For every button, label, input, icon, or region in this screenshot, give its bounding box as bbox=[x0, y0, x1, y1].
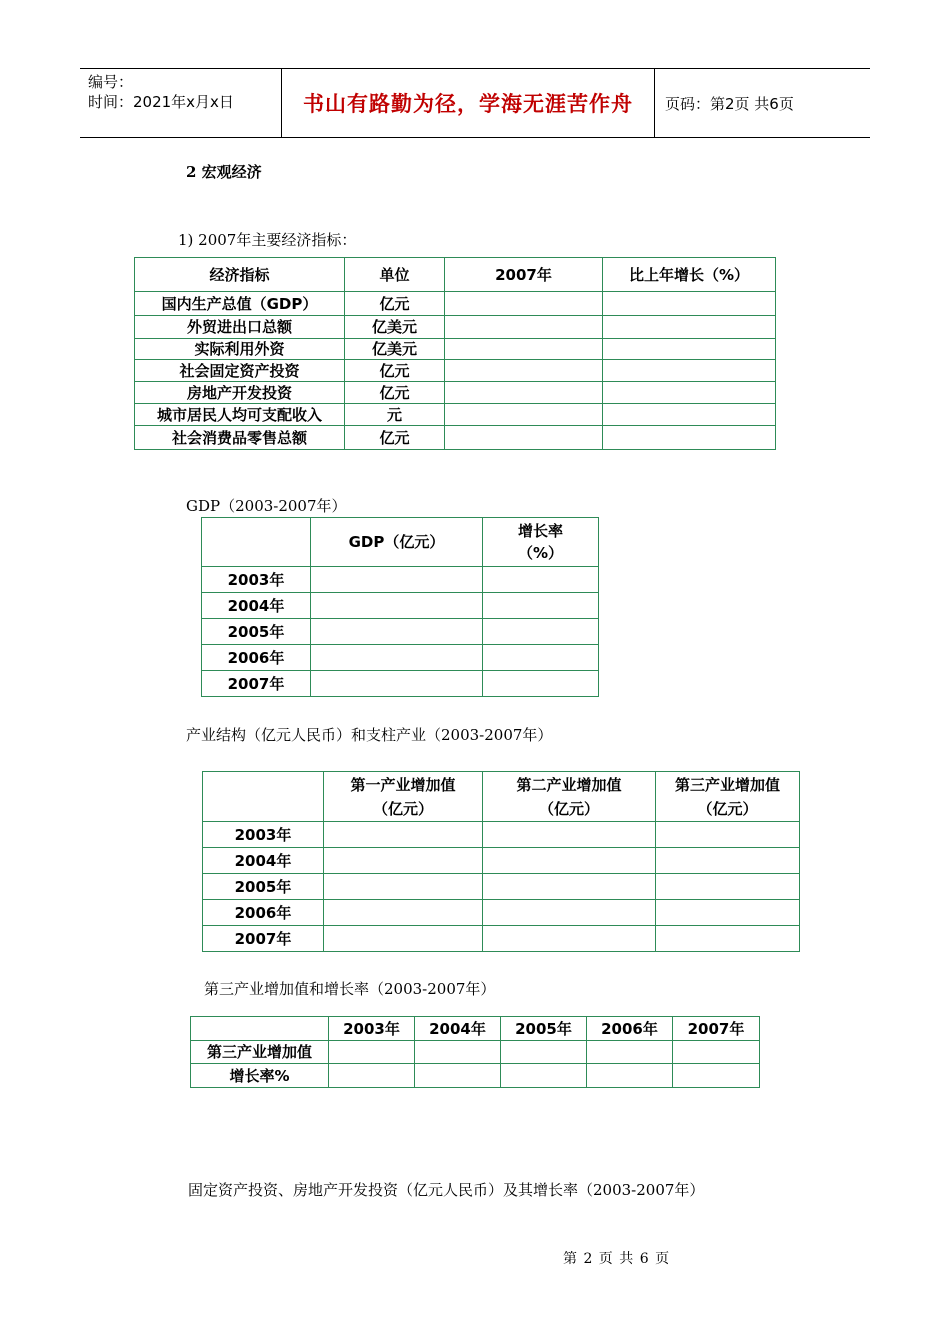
indicator-unit: 元 bbox=[345, 404, 445, 426]
secondary-cell[interactable] bbox=[483, 874, 656, 900]
year-header: 2004年 bbox=[415, 1017, 501, 1041]
table-row bbox=[135, 404, 776, 426]
indicator-unit: 亿元 bbox=[345, 360, 445, 382]
year-cell: 2005年 bbox=[202, 619, 311, 645]
table-header-row bbox=[203, 772, 800, 822]
indicator-name: 社会消费品零售总额 bbox=[135, 426, 345, 450]
value-cell[interactable] bbox=[673, 1041, 760, 1064]
header-cell: 比上年增长（%） bbox=[603, 258, 776, 292]
number-label: 编号： bbox=[88, 73, 134, 91]
gdp-cell[interactable] bbox=[311, 671, 483, 697]
year-cell: 2003年 bbox=[203, 822, 324, 848]
table-row bbox=[135, 292, 776, 316]
year-cell: 2006年 bbox=[202, 645, 311, 671]
year-cell: 2007年 bbox=[202, 671, 311, 697]
value-cell[interactable] bbox=[445, 426, 603, 450]
motto-text: 书山有路勤为径，学海无涯苦作舟 bbox=[303, 92, 633, 116]
table-row bbox=[203, 822, 800, 848]
indicator-unit: 亿元 bbox=[345, 382, 445, 404]
primary-cell[interactable] bbox=[324, 926, 483, 952]
table-row bbox=[135, 316, 776, 339]
header-cell: 增长率（%） bbox=[483, 518, 599, 567]
header-cell: GDP（亿元） bbox=[311, 518, 483, 567]
table-row bbox=[135, 382, 776, 404]
table-row bbox=[135, 339, 776, 360]
table1-caption: 1) 2007年主要经济指标： bbox=[178, 231, 357, 249]
table-row bbox=[202, 593, 599, 619]
page-info: 页码：第2页 共6页 bbox=[665, 94, 794, 113]
value-cell[interactable] bbox=[587, 1064, 673, 1088]
table-row bbox=[203, 874, 800, 900]
year-header: 2003年 bbox=[329, 1017, 415, 1041]
section-title: 2 宏观经济 bbox=[186, 163, 262, 181]
header-cell bbox=[202, 518, 311, 567]
bottom-caption: 固定资产投资、房地产开发投资（亿元人民币）及其增长率（2003-2007年） bbox=[188, 1181, 705, 1199]
indicator-name: 外贸进出口总额 bbox=[135, 316, 345, 339]
growth-cell[interactable] bbox=[603, 292, 776, 316]
value-cell[interactable] bbox=[445, 382, 603, 404]
economic-indicators-table bbox=[134, 257, 776, 450]
table-header-row bbox=[135, 258, 776, 292]
gdp-cell[interactable] bbox=[311, 645, 483, 671]
primary-cell[interactable] bbox=[324, 848, 483, 874]
header-cell bbox=[203, 772, 324, 822]
table-row bbox=[135, 360, 776, 382]
value-cell[interactable] bbox=[329, 1041, 415, 1064]
tertiary-growth-table bbox=[190, 1016, 760, 1088]
value-cell[interactable] bbox=[329, 1064, 415, 1088]
indicator-unit: 亿美元 bbox=[345, 316, 445, 339]
primary-cell[interactable] bbox=[324, 900, 483, 926]
value-cell[interactable] bbox=[445, 404, 603, 426]
primary-cell[interactable] bbox=[324, 874, 483, 900]
indicator-name: 房地产开发投资 bbox=[135, 382, 345, 404]
tertiary-cell[interactable] bbox=[656, 874, 800, 900]
secondary-cell[interactable] bbox=[483, 848, 656, 874]
growth-cell[interactable] bbox=[483, 619, 599, 645]
header-cell: 第三产业增加值（亿元） bbox=[656, 772, 800, 822]
value-cell[interactable] bbox=[445, 339, 603, 360]
value-cell[interactable] bbox=[415, 1041, 501, 1064]
indicator-unit: 亿美元 bbox=[345, 339, 445, 360]
primary-cell[interactable] bbox=[324, 822, 483, 848]
tertiary-cell[interactable] bbox=[656, 822, 800, 848]
value-cell[interactable] bbox=[445, 316, 603, 339]
secondary-cell[interactable] bbox=[483, 900, 656, 926]
table-row bbox=[203, 848, 800, 874]
secondary-cell[interactable] bbox=[483, 926, 656, 952]
table3-caption: 产业结构（亿元人民币）和支柱产业（2003-2007年） bbox=[186, 726, 553, 744]
growth-cell[interactable] bbox=[483, 645, 599, 671]
value-cell[interactable] bbox=[445, 360, 603, 382]
growth-cell[interactable] bbox=[483, 567, 599, 593]
table-row bbox=[135, 426, 776, 450]
year-header: 2007年 bbox=[673, 1017, 760, 1041]
industry-structure-table bbox=[202, 771, 800, 952]
growth-cell[interactable] bbox=[603, 426, 776, 450]
gdp-table bbox=[201, 517, 599, 697]
growth-cell[interactable] bbox=[603, 404, 776, 426]
value-cell[interactable] bbox=[501, 1041, 587, 1064]
gdp-cell[interactable] bbox=[311, 567, 483, 593]
page-footer: 第 2 页 共 6 页 bbox=[563, 1251, 671, 1267]
table2-caption: GDP（2003-2007年） bbox=[186, 497, 347, 515]
growth-cell[interactable] bbox=[603, 316, 776, 339]
table-row bbox=[191, 1041, 760, 1064]
tertiary-cell[interactable] bbox=[656, 926, 800, 952]
value-cell[interactable] bbox=[673, 1064, 760, 1088]
year-header: 2006年 bbox=[587, 1017, 673, 1041]
table-header-row bbox=[202, 518, 599, 567]
table-row bbox=[203, 900, 800, 926]
value-cell[interactable] bbox=[415, 1064, 501, 1088]
header-cell: 单位 bbox=[345, 258, 445, 292]
indicator-name: 城市居民人均可支配收入 bbox=[135, 404, 345, 426]
header-cell: 第一产业增加值（亿元） bbox=[324, 772, 483, 822]
growth-cell[interactable] bbox=[483, 671, 599, 697]
page-header bbox=[80, 68, 870, 138]
year-header: 2005年 bbox=[501, 1017, 587, 1041]
secondary-cell[interactable] bbox=[483, 822, 656, 848]
growth-cell[interactable] bbox=[603, 382, 776, 404]
row-label: 第三产业增加值 bbox=[191, 1041, 329, 1064]
header-left-cell bbox=[80, 69, 280, 137]
tertiary-cell[interactable] bbox=[656, 848, 800, 874]
year-cell: 2003年 bbox=[202, 567, 311, 593]
value-cell[interactable] bbox=[445, 292, 603, 316]
gdp-cell[interactable] bbox=[311, 619, 483, 645]
row-label: 增长率% bbox=[191, 1064, 329, 1088]
year-cell: 2006年 bbox=[203, 900, 324, 926]
header-page-cell bbox=[655, 69, 870, 137]
year-cell: 2005年 bbox=[203, 874, 324, 900]
header-cell bbox=[191, 1017, 329, 1041]
indicator-unit: 亿元 bbox=[345, 292, 445, 316]
table-row bbox=[202, 567, 599, 593]
time-label: 时间：2021年x月x日 bbox=[88, 93, 234, 111]
year-cell: 2004年 bbox=[203, 848, 324, 874]
value-cell[interactable] bbox=[501, 1064, 587, 1088]
header-cell: 第二产业增加值（亿元） bbox=[483, 772, 656, 822]
gdp-cell[interactable] bbox=[311, 593, 483, 619]
indicator-unit: 亿元 bbox=[345, 426, 445, 450]
header-cell: 2007年 bbox=[445, 258, 603, 292]
table-row bbox=[203, 926, 800, 952]
value-cell[interactable] bbox=[587, 1041, 673, 1064]
table4-caption: 第三产业增加值和增长率（2003-2007年） bbox=[204, 980, 496, 998]
indicator-name: 实际利用外资 bbox=[135, 339, 345, 360]
header-cell: 经济指标 bbox=[135, 258, 345, 292]
growth-cell[interactable] bbox=[483, 593, 599, 619]
indicator-name: 社会固定资产投资 bbox=[135, 360, 345, 382]
table-row bbox=[202, 671, 599, 697]
year-cell: 2004年 bbox=[202, 593, 311, 619]
table-header-row bbox=[191, 1017, 760, 1041]
growth-cell[interactable] bbox=[603, 360, 776, 382]
table-row bbox=[202, 619, 599, 645]
table-row bbox=[191, 1064, 760, 1088]
header-motto-cell bbox=[281, 69, 655, 137]
tertiary-cell[interactable] bbox=[656, 900, 800, 926]
growth-cell[interactable] bbox=[603, 339, 776, 360]
year-cell: 2007年 bbox=[203, 926, 324, 952]
table-row bbox=[202, 645, 599, 671]
indicator-name: 国内生产总值（GDP） bbox=[135, 292, 345, 316]
